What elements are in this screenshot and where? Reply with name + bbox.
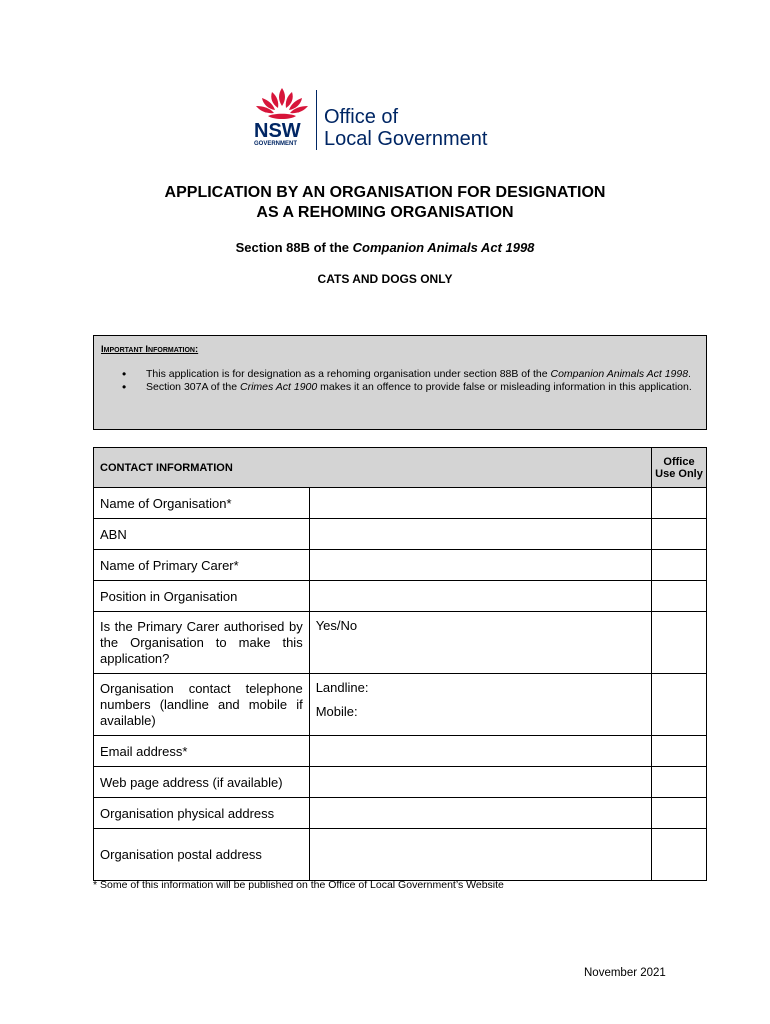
authorised-field[interactable]: Yes/No [309,612,651,674]
contact-information-table [93,447,707,881]
postal-address-field[interactable] [309,829,651,881]
table-row [94,550,707,581]
org-name-label: Name of Organisation* [94,488,310,519]
table-row [94,798,707,829]
bullet2-act: Crimes Act 1900 [240,381,318,393]
logo-office-line2: Local Government [324,128,488,150]
cats-dogs-note: CATS AND DOGS ONLY [317,272,453,286]
logo-office-line1: Office of [324,106,399,128]
table-row [94,519,707,550]
position-label: Position in Organisation [94,581,310,612]
document-title-line2: AS A REHOMING ORGANISATION [256,204,514,221]
bullet1-text: This application is for designation as a rehoming organisation under section 88B of the [146,368,551,380]
table-row [94,488,707,519]
bullet2-end: makes it an offence to provide false or misleading information in this application. [317,381,692,393]
postal-address-office-cell [652,829,707,881]
document-date: November 2021 [584,967,666,979]
web-label: Web page address (if available) [94,767,310,798]
important-list [122,368,692,394]
contact-heading: CONTACT INFORMATION [94,448,652,488]
important-bullet-2 [122,381,692,394]
table-header-row [94,448,707,488]
important-bullet-1 [122,368,692,381]
bullet1-act: Companion Animals Act 1998 [550,368,689,380]
table-row [94,674,707,736]
bullet2-start: Section 307A of the [146,381,240,393]
abn-label: ABN [94,519,310,550]
physical-address-label: Organisation physical address [94,798,310,829]
bullet1-end: . [688,368,691,380]
subtitle-prefix: Section 88B of the [235,240,353,255]
office-use-only-header: Office Use Only [652,448,707,488]
abn-field[interactable] [309,519,651,550]
important-heading: Important Information: [101,344,199,355]
nsw-wordmark: NSW [254,120,301,142]
logo-divider [316,90,317,150]
web-field[interactable] [309,767,651,798]
table-row [94,736,707,767]
government-wordmark: GOVERNMENT [254,141,298,147]
document-subtitle [0,240,770,255]
phone-field[interactable] [309,674,651,736]
mobile-label: Mobile: [315,704,358,719]
abn-office-cell [652,519,707,550]
email-label: Email address* [94,736,310,767]
position-field[interactable] [309,581,651,612]
email-office-cell [652,736,707,767]
authorised-office-cell [652,612,707,674]
phone-office-cell [652,674,707,736]
landline-label: Landline: [315,680,369,695]
authorised-label: Is the Primary Carer authorised by the Organisation to make this application? [94,612,310,674]
table-row [94,829,707,881]
waratah-icon [250,86,314,122]
table-row [94,581,707,612]
physical-address-field[interactable] [309,798,651,829]
org-name-office-cell [652,488,707,519]
primary-carer-label: Name of Primary Carer* [94,550,310,581]
primary-carer-office-cell [652,550,707,581]
subtitle-act: Companion Animals Act 1998 [352,240,535,255]
important-information-box [93,335,707,430]
position-office-cell [652,581,707,612]
document-title-line1: APPLICATION BY AN ORGANISATION FOR DESIGNATION [164,184,606,201]
table-row [94,767,707,798]
table-row [94,612,707,674]
web-office-cell [652,767,707,798]
olg-logo [250,86,520,150]
email-field[interactable] [309,736,651,767]
physical-address-office-cell [652,798,707,829]
primary-carer-field[interactable] [309,550,651,581]
postal-address-label: Organisation postal address [94,829,310,881]
footnote: * Some of this information will be published on the Office of Local Government’s Website [93,879,504,891]
phone-label: Organisation contact telephone numbers (landline and mobile if available) [94,674,310,736]
org-name-field[interactable] [309,488,651,519]
